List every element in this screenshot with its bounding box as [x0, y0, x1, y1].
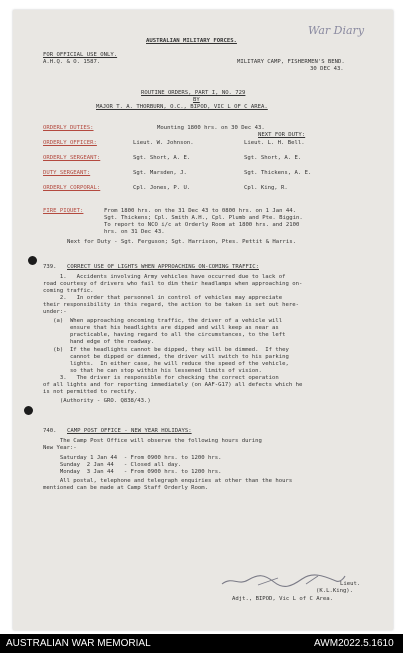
punch-hole-top [28, 256, 37, 265]
signature-name: (K.L.King). [316, 588, 354, 594]
handwritten-annotation: War Diary [308, 24, 365, 37]
item-739-line: ensure that his headlights are dipped and will keep as near as [43, 325, 279, 331]
item-739-line: coming traffic. [43, 288, 94, 294]
duty-label-orderly-officer: ORDERLY OFFICER: [43, 140, 97, 146]
item-740-line: Monday 3 Jan 44 - From 0900 hrs. to 1200 hrs. [43, 469, 222, 475]
item-739-line: road courtesy of drivers who fail to dim their headlamps when approaching on- [43, 281, 303, 287]
document-page [13, 10, 393, 630]
item-739-line: under:- [43, 309, 67, 315]
next-for-duty-heading: NEXT FOR DUTY: [258, 132, 306, 138]
fire-piquet-next: Next for Duty - Sgt. Ferguson; Sgt. Harrison, Ptes. Pettit & Harris. [67, 239, 297, 245]
item-740-line: Saturday 1 Jan 44 - From 0900 hrs. to 1200 hrs. [43, 455, 222, 461]
orders-authority: MAJOR T. A. THORBURN, O.C., BIPOD, VIC L OF C AREA. [96, 104, 268, 110]
duty-label-orderly-duties: ORDERLY DUTIES: [43, 125, 94, 131]
duty-label-orderly-sergeant: ORDERLY SERGEANT: [43, 155, 101, 161]
item-739-line: (Authority - GRO. Q838/43.) [43, 398, 151, 404]
order-date: 30 DEC 43. [310, 66, 344, 72]
fire-piquet-line: From 1800 hrs. on the 31 Dec 43 to 0800 hrs. on 1 Jan 44. [104, 208, 296, 214]
signature-scrawl [218, 570, 348, 590]
item-739-line: 1. Accidents involving Army vehicles have occurred due to lack of [43, 274, 286, 280]
item-740-line: The Camp Post Office will observe the following hours during [43, 438, 262, 444]
item-739-line: their responsibility in this regard, the action to be taken is set out here- [43, 302, 299, 308]
item-739-line: 2. In order that personnel in control of vehicles may appreciate [43, 295, 283, 301]
orders-heading: ROUTINE ORDERS, PART I, NO. 729 [141, 90, 246, 96]
item-740-line: New Year:- [43, 445, 77, 451]
duty-next-orderly-officer: Lieut. L. H. Bell. [244, 140, 305, 146]
duty-current-orderly-sergeant: Sgt. Short, A. E. [133, 155, 191, 161]
official-use-label: FOR OFFICIAL USE ONLY. [43, 52, 118, 58]
item-740-number: 740. [43, 428, 57, 434]
item-739-line: of all lights and for reporting immediately (on AAF-G17) all defects which he [43, 382, 303, 388]
fire-piquet-label: FIRE PIQUET: [43, 208, 84, 214]
duty-current-duty-sergeant: Sgt. Marsden, J. [133, 170, 187, 176]
duty-mounting: Mounting 1800 hrs. on 30 Dec 43. [157, 125, 265, 131]
item-739-line: (b) If the headlights cannot be dipped, they will be dimmed. If they [43, 347, 289, 353]
document-title: AUSTRALIAN MILITARY FORCES. [146, 38, 237, 44]
duty-current-orderly-corporal: Cpl. Jones, P. U. [133, 185, 191, 191]
item-739-title: CORRECT USE OF LIGHTS WHEN APPROACHING ON-COMING TRAFFIC: [67, 264, 259, 270]
item-739-line: so that he can stop within his lessened limits of vision. [43, 368, 262, 374]
duty-current-orderly-officer: Lieut. W. Johnson. [133, 140, 194, 146]
duty-next-duty-sergeant: Sgt. Thickens, A. E. [244, 170, 312, 176]
reference-number: A.H.Q. & O. 1587. [43, 59, 101, 65]
item-739-line: 3. The driver is responsible for checking the correct operation [43, 375, 279, 381]
signature-rank: Lieut. [340, 581, 361, 587]
duty-label-orderly-corporal: ORDERLY CORPORAL: [43, 185, 101, 191]
orders-by: BY [193, 97, 200, 103]
fire-piquet-line: Sgt. Thickens; Cpl. Smith A.H., Cpl. Plumb and Pte. Biggin. [104, 215, 303, 221]
item-740-title: CAMP POST OFFICE - NEW YEAR HOLIDAYS: [67, 428, 192, 434]
item-739-number: 739. [43, 264, 57, 270]
fire-piquet-line: To report to NCO i/c at Orderly Room at 1800 hrs. and 2100 [104, 222, 300, 228]
item-740-line: mentioned can be made at Camp Staff Orderly Room. [43, 485, 209, 491]
item-739-line: lights. In either case, he will reduce the speed of the vehicle, [43, 361, 289, 367]
item-740-line: All postal, telephone and telegraph enquiries at other than the hours [43, 478, 293, 484]
signature-title: Adjt., BIPOD, Vic L of C Area. [232, 596, 334, 602]
item-739-line: (a) When approaching oncoming traffic, the driver of a vehicle will [43, 318, 283, 324]
fire-piquet-line: hrs. on 31 Dec 43. [104, 229, 165, 235]
item-739-line: hand edge of the roadway. [43, 339, 155, 345]
item-739-line: is not permitted to rectify. [43, 389, 138, 395]
punch-hole-bottom [24, 406, 33, 415]
footer-accession-id: AWM2022.5.1610 [314, 638, 394, 649]
footer-bar [0, 634, 403, 653]
footer-source: AUSTRALIAN WAR MEMORIAL [6, 638, 151, 649]
camp-location: MILITARY CAMP, FISHERMEN'S BEND. [237, 59, 345, 65]
item-739-line: cannot be dipped or dimmed, the driver will switch to his parking [43, 354, 289, 360]
item-739-line: practicable, having regard to all the circumstances, to the left [43, 332, 286, 338]
duty-label-duty-sergeant: DUTY SERGEANT: [43, 170, 91, 176]
item-740-line: Sunday 2 Jan 44 - Closed all day. [43, 462, 182, 468]
duty-next-orderly-corporal: Cpl. King, R. [244, 185, 288, 191]
duty-next-orderly-sergeant: Sgt. Short, A. E. [244, 155, 302, 161]
